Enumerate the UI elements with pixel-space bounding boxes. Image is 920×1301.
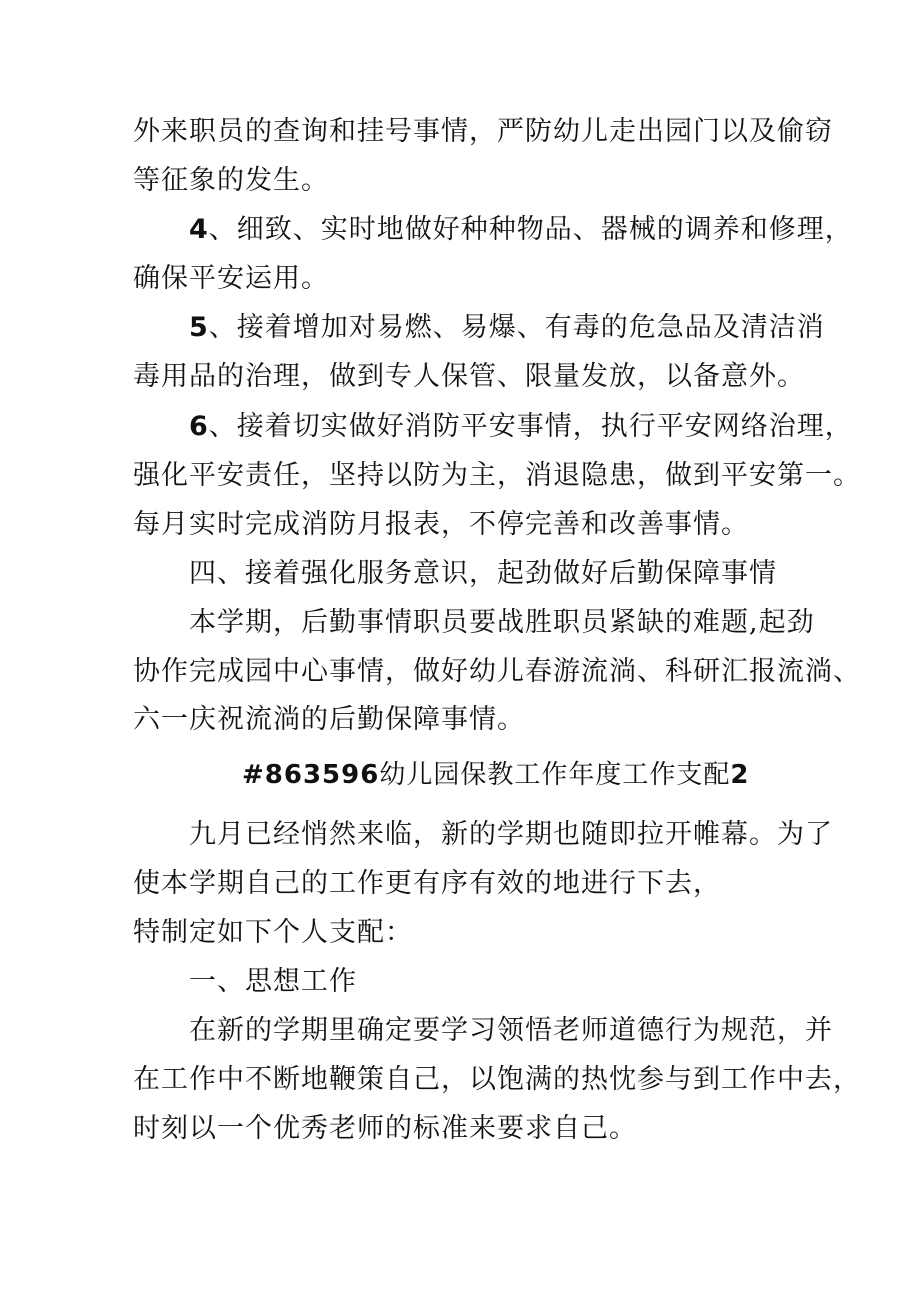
thought-para-line-3: 时刻以一个优秀老师的标准来要求自己。 [133,1113,637,1144]
thought-para-line-2: 在工作中不断地鞭策自己，以饱满的热忱参与到工作中去， [133,1064,861,1095]
title-suffix: 2 [730,760,750,790]
logistics-para-line-2: 协作完成园中心事情，做好幼儿春游流淌、科研汇报流淌、 [133,656,861,687]
thought-para-line-1: 在新的学期里确定要学习领悟老师道德行为规范，并 [189,1015,833,1046]
item-6-number: 6 [189,411,209,442]
item-4-line-2: 确保平安运用。 [133,263,329,294]
item-5-number: 5 [189,312,209,343]
section-4-heading: 四、接着强化服务意识，起劲做好后勤保障事情 [189,558,777,589]
intro-line-1: 九月已经悄然来临，新的学期也随即拉开帷幕。为了 [189,819,833,850]
item-4-line-1 [189,212,853,248]
continuation-line-1: 外来职员的查询和挂号事情，严防幼儿走出园门以及偷窃 [133,116,833,147]
item-5-line-1 [189,310,825,346]
continuation-line-2: 等征象的发生。 [133,165,329,196]
title-prefix: #863596 [242,760,380,790]
item-6-line-1 [189,409,853,445]
document-title-2 [242,757,749,793]
intro-line-3: 特制定如下个人支配： [133,917,413,948]
intro-line-2: 使本学期自己的工作更有序有效的地进行下去， [133,868,721,899]
item-4-text: 、细致、实时地做好种种物品、器械的调养和修理， [208,214,853,245]
thought-heading: 一、思想工作 [189,966,357,997]
item-6-line-3: 每月实时完成消防月报表，不停完善和改善事情。 [133,509,749,540]
item-4-number: 4 [189,214,209,245]
item-5-text: 、接着增加对易燃、易爆、有毒的危急品及清洁消 [208,312,825,343]
item-5-line-2: 毒用品的治理，做到专人保管、限量发放，以备意外。 [133,361,805,392]
item-6-text: 、接着切实做好消防平安事情，执行平安网络治理， [208,411,853,442]
logistics-para-line-1: 本学期，后勤事情职员要战胜职员紧缺的难题,起劲 [189,607,815,638]
title-text: 幼儿园保教工作年度工作支配 [379,760,731,790]
item-6-line-2: 强化平安责任，坚持以防为主，消退隐患，做到平安第一。 [133,460,861,491]
logistics-para-line-3: 六一庆祝流淌的后勤保障事情。 [133,704,525,735]
